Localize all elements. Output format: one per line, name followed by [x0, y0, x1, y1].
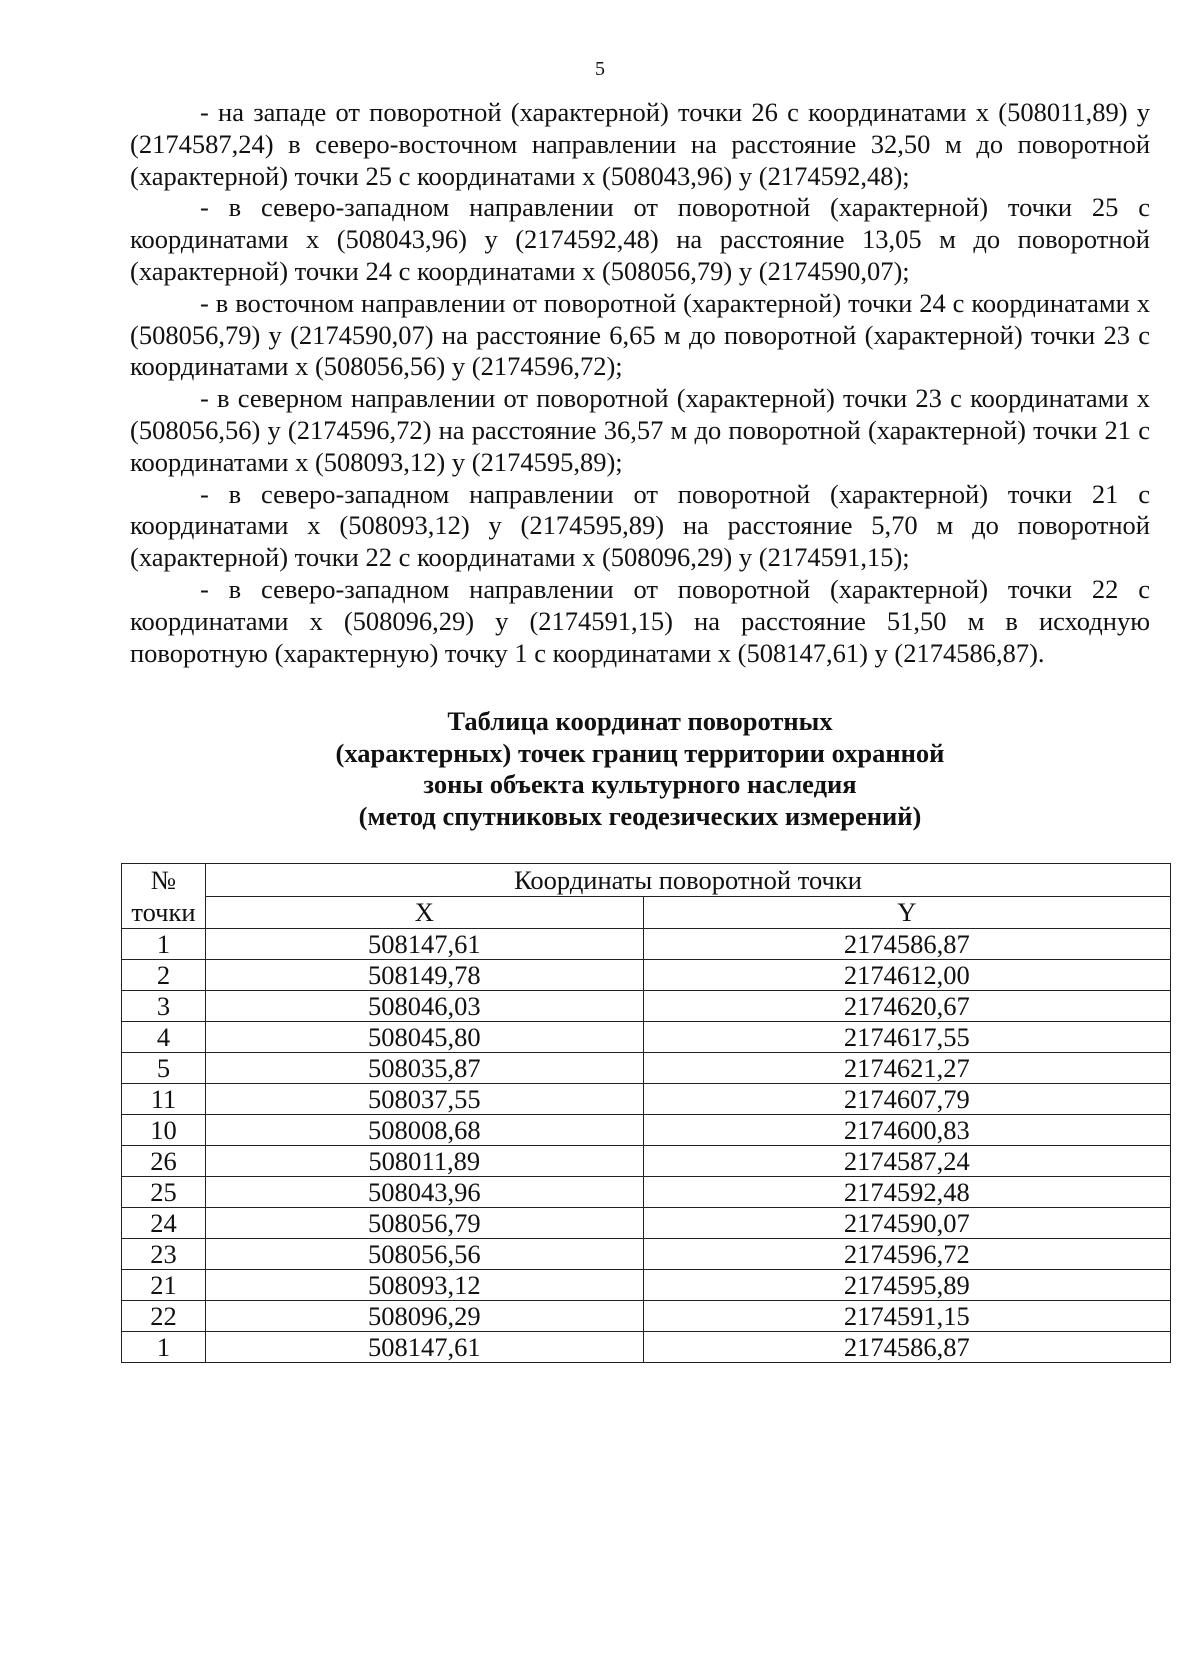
x-coordinate-cell: 508056,56 — [205, 1239, 643, 1270]
table-row — [122, 991, 1171, 1022]
x-coordinate-cell: 508147,61 — [205, 1332, 643, 1363]
x-coordinate-cell: 508147,61 — [205, 929, 643, 960]
paragraph: - в северном направлении от поворотной (характерной) точки 23 с координатами x (508056,56) y (2174596,72) на расстояние 36,57 м до поворотной (характерной) точки 21 с координатами x (508093,12) y (2174595,89); — [130, 383, 1150, 477]
x-coordinate-cell: 508045,80 — [205, 1022, 643, 1053]
y-coordinate-cell: 2174617,55 — [643, 1022, 1170, 1053]
table-row — [122, 929, 1171, 960]
y-coordinate-cell: 2174592,48 — [643, 1177, 1170, 1208]
table-row — [122, 1270, 1171, 1301]
coordinates-header: Координаты поворотной точки — [205, 864, 1170, 897]
table-row — [122, 1332, 1171, 1363]
table-row — [122, 1239, 1171, 1270]
x-coordinate-cell: 508149,78 — [205, 960, 643, 991]
x-coordinate-cell: 508035,87 — [205, 1053, 643, 1084]
y-header: Y — [643, 896, 1170, 929]
point-number-cell: 24 — [122, 1208, 206, 1239]
table-row — [122, 1177, 1171, 1208]
y-coordinate-cell: 2174586,87 — [643, 1332, 1170, 1363]
table-body — [122, 929, 1171, 1363]
table-row — [122, 960, 1171, 991]
point-number-header — [122, 864, 206, 929]
x-coordinate-cell: 508056,79 — [205, 1208, 643, 1239]
point-number-cell: 4 — [122, 1022, 206, 1053]
table-title-line: Таблица координат поворотных — [447, 706, 833, 736]
y-coordinate-cell: 2174595,89 — [643, 1270, 1170, 1301]
point-number-cell: 26 — [122, 1146, 206, 1177]
point-number-cell: 25 — [122, 1177, 206, 1208]
y-coordinate-cell: 2174591,15 — [643, 1301, 1170, 1332]
page-number: 5 — [595, 58, 605, 80]
x-header: X — [205, 896, 643, 929]
table-row — [122, 1053, 1171, 1084]
paragraph: - в восточном направлении от поворотной (характерной) точки 24 с координатами x (508056,79) y (2174590,07) на расстояние 6,65 м до поворотной (характерной) точки 23 с координатами x (508056,56) y (2174596,72); — [130, 287, 1150, 382]
point-number-cell: 21 — [122, 1270, 206, 1301]
table-row — [122, 1084, 1171, 1115]
table-row — [122, 1146, 1171, 1177]
point-number-cell: 1 — [122, 929, 206, 960]
y-coordinate-cell: 2174621,27 — [643, 1053, 1170, 1084]
table-title-line: (характерных) точек границ территории охранной — [335, 737, 945, 768]
y-coordinate-cell: 2174587,24 — [643, 1146, 1170, 1177]
y-coordinate-cell: 2174586,87 — [643, 929, 1170, 960]
y-coordinate-cell: 2174590,07 — [643, 1208, 1170, 1239]
table-title — [130, 706, 1150, 832]
point-number-cell: 1 — [122, 1332, 206, 1363]
table-title-line: (метод спутниковых геодезических измерений) — [358, 800, 922, 831]
point-number-cell: 10 — [122, 1115, 206, 1146]
point-number-cell: 5 — [122, 1053, 206, 1084]
x-coordinate-cell: 508043,96 — [205, 1177, 643, 1208]
paragraph: - в северо-западном направлении от поворотной (характерной) точки 21 с координатами x (508093,12) y (2174595,89) на расстояние 5,70 м до поворотной (характерной) точки 22 с координатами x (508096,29) y (2174591,15); — [130, 478, 1150, 573]
table-title-line: зоны объекта культурного наследия — [423, 769, 857, 799]
y-coordinate-cell: 2174620,67 — [643, 991, 1170, 1022]
x-coordinate-cell: 508096,29 — [205, 1301, 643, 1332]
point-number-header-label: точки — [131, 897, 196, 927]
point-number-header-symbol: № — [150, 865, 177, 895]
coordinates-table — [121, 863, 1171, 1363]
table-row — [122, 1208, 1171, 1239]
table-row — [122, 1115, 1171, 1146]
x-coordinate-cell: 508093,12 — [205, 1270, 643, 1301]
paragraph: - в северо-западном направлении от поворотной (характерной) точки 22 с координатами x (508096,29) y (2174591,15) на расстояние 51,50 м в исходную поворотную (характерную) точку 1 с координатами x (508147,61) y (2174586,87). — [130, 573, 1150, 668]
y-coordinate-cell: 2174607,79 — [643, 1084, 1170, 1115]
y-coordinate-cell: 2174596,72 — [643, 1239, 1170, 1270]
point-number-cell: 23 — [122, 1239, 206, 1270]
paragraph: - в северо-западном направлении от поворотной (характерной) точки 25 с координатами x (508043,96) y (2174592,48) на расстояние 13,05 м до поворотной (характерной) точки 24 с координатами x (508056,79) y (2174590,07); — [130, 192, 1150, 286]
point-number-cell: 3 — [122, 991, 206, 1022]
y-coordinate-cell: 2174612,00 — [643, 960, 1170, 991]
point-number-cell: 2 — [122, 960, 206, 991]
x-coordinate-cell: 508008,68 — [205, 1115, 643, 1146]
body-text — [130, 97, 1150, 669]
x-coordinate-cell: 508011,89 — [205, 1146, 643, 1177]
x-coordinate-cell: 508037,55 — [205, 1084, 643, 1115]
y-coordinate-cell: 2174600,83 — [643, 1115, 1170, 1146]
table-row — [122, 1301, 1171, 1332]
paragraph: - на западе от поворотной (характерной) точки 26 с координатами x (508011,89) y (2174587,24) в северо-восточном направлении на расстояние 32,50 м до поворотной (характерной) точки 25 с координатами x (508043,96) y (2174592,48); — [130, 97, 1150, 191]
x-coordinate-cell: 508046,03 — [205, 991, 643, 1022]
point-number-cell: 22 — [122, 1301, 206, 1332]
point-number-cell: 11 — [122, 1084, 206, 1115]
table-row — [122, 1022, 1171, 1053]
